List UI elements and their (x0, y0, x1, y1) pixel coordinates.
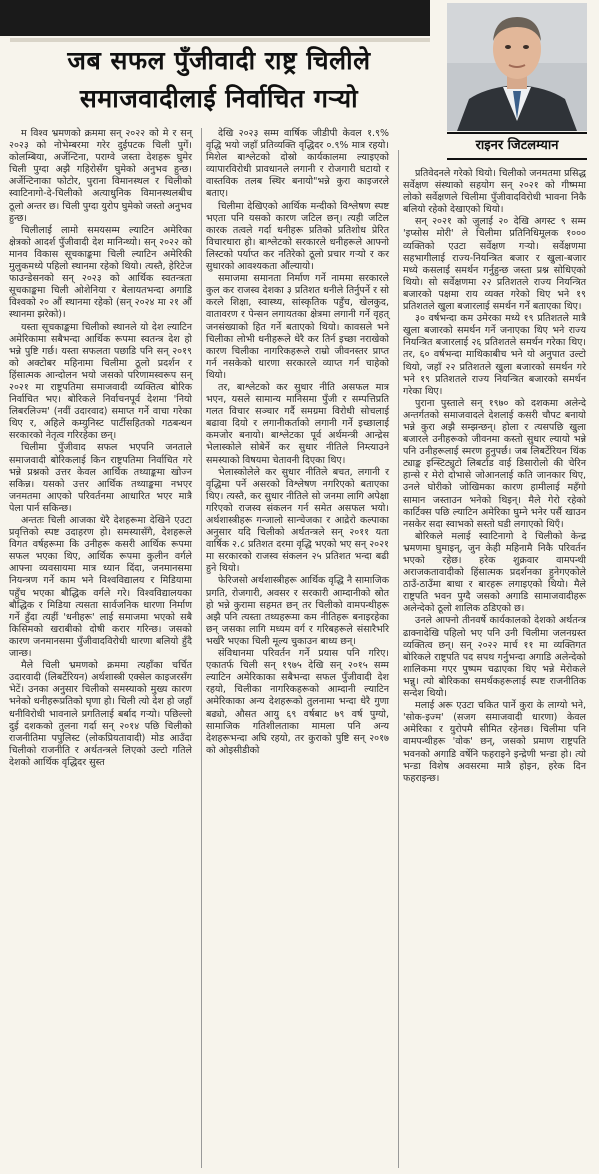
paragraph: देखि २०२३ सम्म वार्षिक जीडीपी केवल १.९% वृद्धि भयो जहाँ प्रतिव्यक्ति वृद्धिदर ०.९% मात्र रहयो। मिशेल बाश्लेटको दोस्रो कार्यकालमा ल्याइएको व्यापारविरोधी प्रावधानले लगानी र रोजगारी घटायो र वास्तविक तलब स्थिर बनायो"भन्ने कुरा काइजरले बताए। (206, 128, 389, 200)
paragraph: चिलीलाई लामो समयसम्म ल्याटिन अमेरिका क्षेत्रको आदर्श पुँजीवादी देश मानिन्थ्यो। सन् २०२२ को मानव विकास सूचकाङ्कमा चिली ल्याटिन अमेरिकी मुलुकमध्ये पहिलो स्थानमा रहेको थियो। त्यस्तै, हेरिटेज फाउन्डेसनको सन् २०२३ को आर्थिक स्वतन्त्रता सूचकाङ्कमा चिली ओशेनिया र बेलायतभन्दा अगाडि विश्वको २० औं स्थानमा रहेको (सन् २०२४ मा २१ औं स्थानमा झरेको)। (9, 224, 192, 321)
paragraph: मलाई अरू एउटा चकित पार्ने कुरा के लाग्यो भने, 'सोक-इज्म' (सजग समाजवादी धारणा) केवल अमेरिका र युरोपमै सीमित रहेनछ। चिलीमा पनि वामपन्थीहरू 'वोक' छन्, जसको प्रमाण राष्ट्रपति भवनको अगाडि वर्षेनि फहराइने इन्द्रेणी भन्डा हो। त्यो भन्डा विशेष अवसरमा मात्रै होइन, हरेक दिन फहराइन्छ। (403, 700, 586, 784)
paragraph: समाजमा समानता निर्माण गर्ने नाममा सरकारले कुल कर राजस्व देशका ३ प्रतिशत धनीले तिर्नुपर्ने र सो करले शिक्षा, स्वास्थ्य, सांस्कृतिक पहुँच, खेलकुद, वातावरण र पेन्सन लगायतका क्षेत्रमा लगानी गर्ने वृहत् जनसंख्याको हित गर्ने बताएको थियो। कावसले भने चिलीका लोभी धनीहरूले धेरै कर तिर्न इच्छा नराखेको कारण चिलीका नागरिकहरूले राम्रो जीवनस्तर प्राप्त गर्न नसकेको धारणा सरकारले व्याप्त गर्न चाहेको थियो। (206, 273, 389, 381)
paragraph: मैले चिली भ्रमणको क्रममा त्यहाँका चर्चित उदारवादी (लिबर्टेरियन) अर्थशास्त्री एक्सेल काइजरसँग भेटें। उनका अनुसार चिलीको समस्याको मुख्य कारण भनेको धनीहरूप्रतिको घृणा हो। चिली त्यो देश हो जहाँ धनीविरोधी भावनाले प्रगतिलाई बर्बाद गऱ्यो। पछिल्लो दुई दशकको तुलना गर्दा सन् २०१४ पछि चिलीको राजनीतिमा पपुलिस्ट (लोकप्रियतावादी) मोड आउँदा चिलीको राजनीति र अर्थतन्त्रले लिएको उल्टो गतिले देशको आर्थिक वृद्धिदर सुस्त (9, 660, 192, 768)
paragraph: यस्ता सूचकाङ्कमा चिलीको स्थानले यो देश ल्याटिन अमेरिकामा सबैभन्दा आर्थिक रूपमा स्वतन्त्र देश हो भन्ने पुष्टि गर्छ। यस्ता सफलता पछाडि पनि सन् २०१९ को अक्टोबर महिनामा चिलीमा ठूलो प्रदर्शन र हिंसात्मक आन्दोलन भयो जसको परिणामस्वरूप सन् २०२१ मा राष्ट्रपतिमा समाजवादी व्यक्तित्व बोरिक निर्वाचित भए। बोरिकले निर्वाचनपूर्व देशमा 'नियो लिबरलिज्म' (नवीं उदारवाद) समाप्त गर्ने वाचा गरेका थिए र, अहिले कम्युनिस्ट पार्टीसहितको गठबन्धन सरकारको नेतृत्व गरिरहेका छन्। (9, 321, 192, 442)
paragraph: फेरिजसो अर्थशास्त्रीहरू आर्थिक वृद्धि नै सामाजिक प्रगति, रोजगारी, अवसर र सरकारी आम्दानीको स्रोत हो भन्ने कुरामा सहमत छन् तर चिलीको वामपन्थीहरू अझै पनि त्यस्ता तथ्यहरूमा कम नीतिहरू बनाइरहेका छन् जसका लागि मध्यम वर्ग र गरिबहरूले संसारैभरि भर्खरै भएका चिली मूल्य चुकाउन बाध्य छन्। (206, 575, 389, 647)
headline-line-2: समाजवादीलाई निर्वाचित गऱ्यो (79, 84, 359, 113)
paragraph: ३० वर्षभन्दा कम उमेरका मध्ये १९ प्रतिशतले मात्रै खुला बजारको समर्थन गर्ने जनाएका थिए भने राज्य नियन्त्रित बजारलाई २६ प्रतिशतले समर्थन गरेका थिए। तर, ६० वर्षभन्दा माथिकाबीच भने यो अनुपात उल्टो थियो, जहाँ २२ प्रतिशतले खुला बजारको समर्थन गरे भने १९ प्रतिशतले राज्य नियन्त्रित बजारको समर्थन गरेका थिए। (403, 313, 586, 397)
paragraph: बोरिकले मलाई स्वाटिनागो दे चिलीको केन्द्र भ्रमणमा घुमाइन्, जुन केही महिनामै निकै परिवर्तन भएको रहेछ। हरेक शुक्रवार वामपन्थी अराजकतावादीको हिंसात्मक प्रदर्शनका हुनेगएकोले ठाउँ-ठाउँमा बाधा र बारहरू लगाइएको थियो। मैले राष्ट्रपति भवन पुग्दै जसको अगाडि सामाजवादीहरू अलेन्देको ठूलो शालिक ठडिएको छ। (403, 530, 586, 615)
paragraph: चिलीमा पुँजीवाद सफल भएपनि जनताले समाजवादी बोरिकलाई किन राष्ट्रपतिमा निर्वाचित गरे भन्ने प्रश्नको उत्तर केवल आर्थिक तथ्याङ्कमा खोज्न सकिन्न। यसको उत्तर आर्थिक तथ्याङ्कमा नभएर जनमतमा आएको परिवर्तनमा आधारित भएर मात्रै पेला पार्न सकिन्छ। (9, 442, 192, 514)
paragraph: उनले आफ्नो तीनवर्षे कार्यकालको देशको अर्थतन्त्र ढाक्नादेखि पहिलो भए पनि उनी चिलीमा जलनग्रस्त व्यक्तित्व छन्। सन् २०२२ मार्च ११ मा व्यक्तिगत बोरिकले राष्ट्रपति पद सपथ गर्नुभन्दा अगाडि अलेन्देको शालिकमा गएर पुष्पम चढाएका थिए भन्ने मेरोकले भन्नु। त्यो बोरिकका समर्थकहरूलाई स्पष्ट राजनीतिक सन्देश थियो। (403, 615, 586, 700)
paragraph: संविधानमा परिवर्तन गर्ने प्रयास पनि गरिए। एकातर्फ चिली सन् १९७५ देखि सन् २०१५ सम्म ल्याटिन अमेरिकाका सबैभन्दा सफल पुँजीवादी देश रहयो, चिलीका नागरिकहरूको आम्दानी ल्याटिन अमेरिकाका अन्य देशहरूको तुलनामा भन्दा धेरै गुणा बढ्यो, औसत आयु ६९ वर्षबाट ७९ वर्ष पुग्यो, सामाजिक गतिशीलताका मामला पनि अन्य देशहरूभन्दा अघि रहयो, तर कुराको पुष्टि सन् २०१७ को ओइसीडीको (206, 648, 389, 756)
header-band (0, 0, 430, 36)
column-divider-2 (398, 150, 399, 1168)
headline (14, 42, 424, 118)
paragraph: पुराना पुस्ताले सन् १९७० को दशकमा अलेन्दे अन्तर्गतको समाजवादले देशलाई कसरी चौपट बनायो भन्ने कुरा अझै सम्झन्छन्। होला र त्यसपछि खुला बजारले उनीहरूको जीवनमा कस्तो सुधार ल्यायो भन्ने पनि उनीहरूलाई स्मरण हुनुपर्छ। जब लिबर्टेरियन थिंक ट्याङ्क इन्स्टिट्युटो लिबर्टाड वाई डिसारोलो की चेरिन हान्से र मेरो दोभासे जोआनलाई कति जानकार थिए, उनले घोरीको जोखिमका कारण हामीलाई महँगो सामान जस्ताउन भनेको थिइन्। मैले गेरो रहेको कार्टिक्स पछि ल्याटिन अमेरिका घुम्ने भनेर पर्सै खाउन नसकेर सदा स्वाभको सस्तो घडी लगाएको थिएँ। (403, 397, 586, 530)
column-divider-1 (201, 128, 202, 1168)
author-photo (447, 3, 587, 131)
author-portrait-image (447, 3, 587, 131)
article-column-2 (206, 128, 389, 757)
paragraph: तर, बाश्लेटको कर सुधार नीति असफल मात्र भएन, यसले सामान्य मानिसमा पुँजी र सम्पत्तिप्रति गलत विचार सञ्चार गर्दै समग्रमा विरोधी सोचलाई बढावा दियो र लगानीकर्ताको लगानी गर्ने इच्छालाई कमजोर बनायो। बाश्लेटका पूर्व अर्थमन्त्री आन्द्रेस भेलास्कोले सोबेर्ने कर सुधार नीतिले निम्त्याउने समस्याको विषयमा चेतावनी दिएका थिए। (206, 381, 389, 466)
paragraph: सन् २०२१ को जुलाई २० देखि अगस्ट ९ सम्म 'इप्सोस मोरी' ले चिलीमा प्रतिनिधिमूलक १००० व्यक्तिको एउटा सर्वेक्षण गऱ्यो। सर्वेक्षणमा सहभागीलाई राज्य-नियन्त्रित बजार र खुला-बजार मध्ये कसलाई समर्थन गर्नुहुन्छ जस्ता प्रश्न सोधिएको थियो। सो सर्वेक्षणमा २२ प्रतिशतले राज्य नियन्त्रित बजारको पक्षमा राय व्यक्त गरेको थिए भने १९ प्रतिशतले खुला बजारलाई समर्थन गर्ने बताएका थिए। (403, 216, 586, 313)
paragraph: म विश्व भ्रमणको क्रममा सन् २०२२ को मे र सन् २०२३ को नोभेम्बरमा गरेर दुईपटक चिली पुगें। कोलम्बिया, अर्जेन्टिना, पराग्वे जस्ता देशहरू घुमेर चिली पुग्दा अझै गहिरोसँग घुमेको अनुभव हुन्छ। अर्जेन्टिनाका फोटोर, पुराना विमानस्थल र चिलीको स्वाटिनागो-दे-चिलीको अत्याधुनिक विमानस्थलबीच ठूलो अन्तर छ। चिली पुग्दा युरोप घुमेको जस्तो अनुभव हुन्छ। (9, 128, 192, 224)
paragraph: प्रतिवेदनले गरेको थियो। चिलीको जनमतमा प्रसिद्ध सर्वेक्षण संस्थाको सहयोग सन् २०२१ को गीष्ममा लोको सर्वेक्षणले चिलीमा पुँजीवादविरोधी भावना निकै बलियो रहेको देखाएको थियो। (403, 168, 586, 216)
article-column-3 (403, 168, 586, 785)
article-column-1 (9, 128, 192, 769)
paragraph: भेलास्कोलेले कर सुधार नीतिले बचत, लगानी र वृद्धिमा पर्ने असरको विश्लेषण नगरिएको बताएका थिए। त्यस्तै, कर सुधार नीतिले सो जनमा लागि अपेक्षा गरिएको राजस्व संकलन गर्न समेत असफल भयो। अर्थशास्त्रीहरू गन्जालो सान्चेजका र आद्रेरो कल्पाका अनुसार यदि चिलीको अर्थतन्त्रले सन् २०११ यता वार्षिक २.८ प्रतिशत दरमा वृद्धि भएको भए सन् २०२१ मा सरकारको राजस्व संकलन २५ प्रतिशत भन्दा बढी हुने थियो। (206, 466, 389, 575)
paragraph: अन्ततः चिली आजका धेरै देशहरूमा देखिने एउटा प्रवृत्तिको स्पष्ट उदाहरण हो। समस्यासँगै, देशहरूले विगत वर्षहरूमा कि उनीहरू कसरी आर्थिक रूपमा सफल भएका थिए, आर्थिक रूपमा कुलीन वर्गले आफ्ना व्यवसायमा मात्र ध्यान दिंदा, जनमानसमा नियन्त्रण गर्ने काम भने विश्वविद्यालय र मिडियामा पहुँच भएका बौद्धिक वर्गले गरे। विश्वविद्यालयका बौद्धिक र मिडिया त्यसता सार्वजनिक धारणा निर्माण गर्ने हुँदा त्यहीं 'धनीहरू' लाई समाजमा भएको सबै किसिमको खराबीको दोषी करार गरिन्छ। जसको कारण जनमानसमा पुँजीवादविरोधी धारणा बलियो हुँदै जान्छ। (9, 515, 192, 660)
headline-line-1: जब सफल पुँजीवादी राष्ट्र चिलीले (67, 46, 371, 75)
author-caption: राइनर जिटलम्यान (447, 132, 587, 160)
paragraph: चिलीमा देखिएको आर्थिक मन्दीको विश्लेषण स्पष्ट भएता पनि यसको कारण जटिल छन्। त्यही जटिल कारक तत्वले गर्दा धनीहरू प्रतिको प्रतिशोध प्रेरित विचारधारा हो। बाश्लेटको सरकारले धनीहरूले आफ्नो लिस्टको पर्याप्त कर नतिरेको ठूलो प्रचार गऱ्यो र कर सुधारको आवश्यकता औंल्यायो। (206, 200, 389, 273)
